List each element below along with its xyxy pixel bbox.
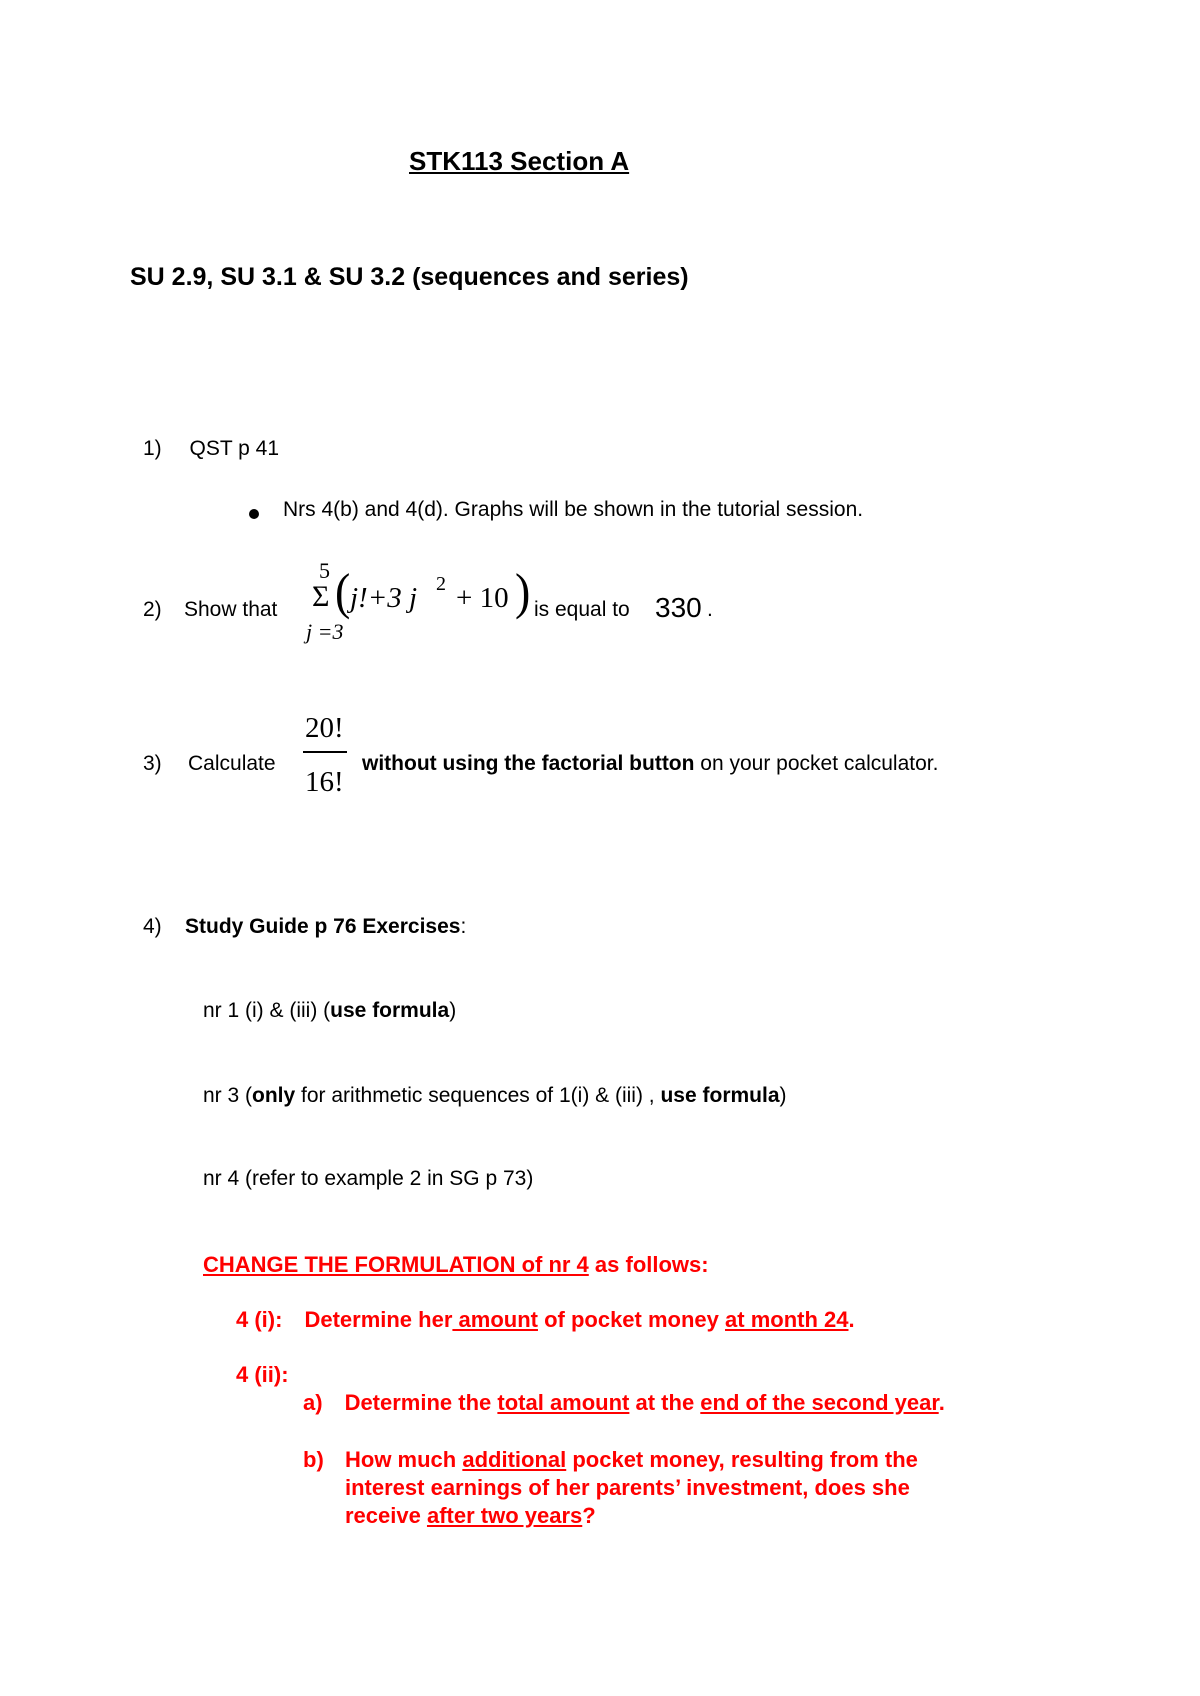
nr3-mid: for arithmetic sequences of 1(i) & (iii) , <box>295 1084 661 1107</box>
item-b-end: ? <box>582 1503 596 1528</box>
bullet-icon <box>249 506 259 524</box>
item-a-mid: at the <box>629 1390 701 1415</box>
bullet-text: Nrs 4(b) and 4(d). Graphs will be shown in the tutorial session. <box>283 498 864 521</box>
nr1-text: nr 1 (i) & (iii) ( <box>203 999 331 1022</box>
item-underline-amount: amount <box>452 1307 538 1332</box>
open-paren: ( <box>335 563 351 620</box>
item-a-underline-total: total amount <box>497 1390 630 1415</box>
sum-expression-part1: j!+3 j <box>350 582 418 614</box>
fraction-numerator: 20! <box>305 712 344 744</box>
change-item-4ii-label: 4 (ii): <box>236 1362 289 1387</box>
item-a-underline-end: end of the second year <box>700 1390 939 1415</box>
sigma-symbol: Σ <box>312 580 330 613</box>
bold-instruction: without using the factorial button <box>362 752 695 775</box>
item-end: . <box>848 1307 855 1332</box>
question-2-end: . <box>707 598 713 621</box>
question-3-text <box>362 752 938 776</box>
answer-value: 330 <box>655 592 702 623</box>
item-a-label: a) <box>303 1390 323 1415</box>
nr1-end: ) <box>449 999 457 1022</box>
item-label: 4 (i): <box>236 1307 283 1332</box>
instruction-tail: on your pocket calculator. <box>694 752 939 775</box>
question-text: QST p 41 <box>189 437 280 460</box>
nr3-bold-only: only <box>252 1084 296 1107</box>
question-3-number: 3) <box>143 752 162 775</box>
item-b-rest: pocket money, resulting from the <box>566 1447 918 1472</box>
item-text-mid: of pocket money <box>537 1307 726 1332</box>
question-3-lead: Calculate <box>188 752 276 775</box>
question-2-lead: Show that <box>184 598 278 621</box>
nr1-bold: use formula <box>330 999 450 1022</box>
sum-lower-limit: j =3 <box>306 619 344 644</box>
question-4-number: 4) <box>143 915 162 938</box>
change-item-a <box>303 1390 945 1416</box>
sum-expression-part2: + 10 <box>456 582 509 614</box>
nr3-bold-formula: use formula <box>660 1084 780 1107</box>
fraction-bar <box>303 751 347 753</box>
heading-bold: Study Guide p 76 Exercises <box>185 915 461 938</box>
change-item-b-label: b) <box>303 1447 324 1472</box>
page-subtitle: SU 2.9, SU 3.1 & SU 3.2 (sequences and series) <box>130 263 689 291</box>
nr3-end: ) <box>779 1084 787 1107</box>
item-b-receive: receive <box>345 1503 427 1528</box>
item-b-underline-years: after two years <box>426 1503 583 1528</box>
item-a-end: . <box>938 1390 945 1415</box>
question-1 <box>143 437 279 461</box>
item-b-text: How much <box>345 1447 463 1472</box>
nr3-text: nr 3 ( <box>203 1084 253 1107</box>
item-underline-month: at month 24 <box>725 1307 849 1332</box>
heading-tail: : <box>460 915 467 938</box>
fraction-denominator: 16! <box>305 766 344 798</box>
page-title: STK113 Section A <box>409 146 630 176</box>
sum-expression-exponent: 2 <box>436 573 446 595</box>
exercise-nr4: nr 4 (refer to example 2 in SG p 73) <box>203 1167 534 1190</box>
item-text: Determine her <box>304 1307 453 1332</box>
item-a-text: Determine the <box>344 1390 498 1415</box>
question-2-mid: is equal to <box>534 598 630 621</box>
change-item-b-line2: interest earnings of her parents’ investment, does she <box>345 1475 910 1500</box>
exercise-nr3 <box>203 1084 787 1108</box>
change-item-4i <box>236 1307 855 1333</box>
close-paren: ) <box>515 563 531 620</box>
question-number: 1) <box>143 437 162 460</box>
change-heading-rest: as follows: <box>588 1252 709 1277</box>
change-item-b-line3 <box>345 1503 596 1529</box>
item-b-underline-additional: additional <box>462 1447 567 1472</box>
question-4-heading <box>185 915 466 939</box>
change-item-b-line1 <box>345 1447 918 1473</box>
change-heading <box>203 1252 709 1278</box>
sum-upper-limit: 5 <box>319 558 330 583</box>
change-heading-underlined: CHANGE THE FORMULATION of nr 4 <box>203 1252 589 1277</box>
exercise-nr1 <box>203 999 456 1023</box>
question-2-number: 2) <box>143 598 162 621</box>
